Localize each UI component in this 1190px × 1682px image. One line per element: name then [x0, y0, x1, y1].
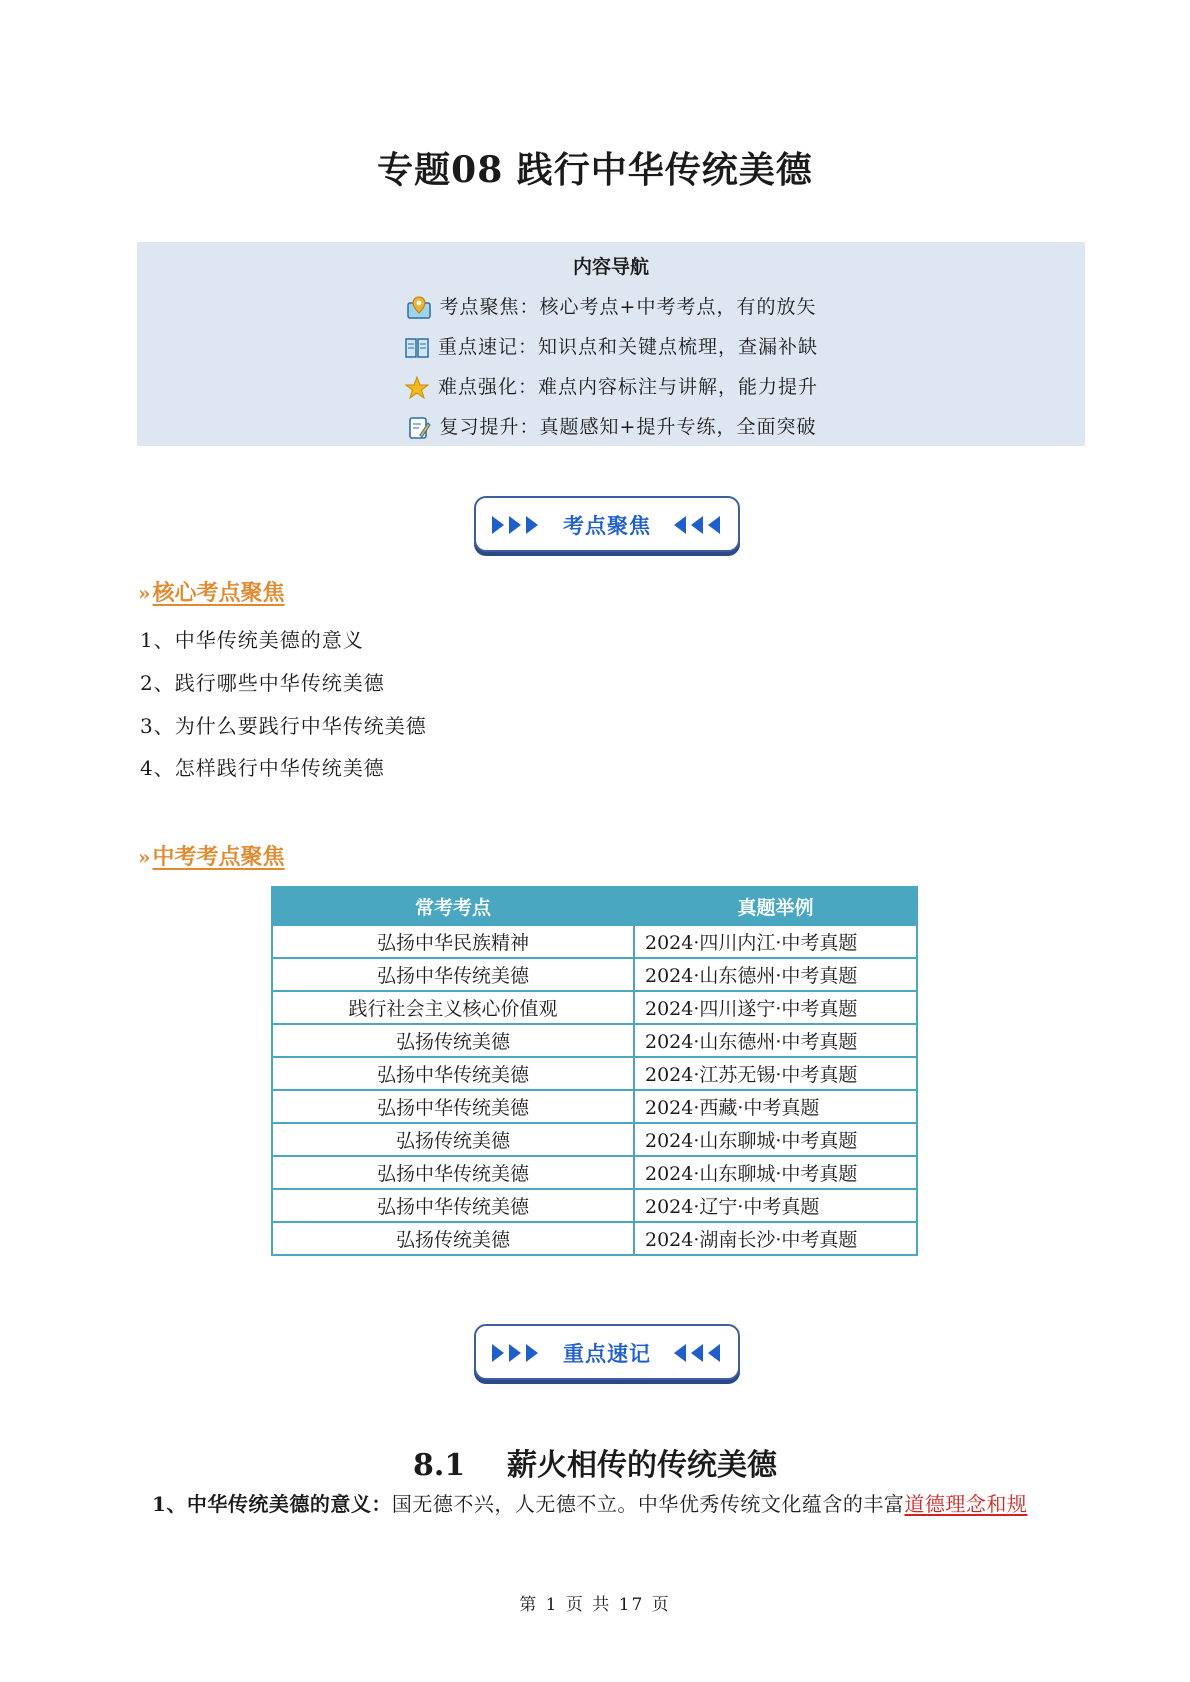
table-cell-example: 2024·山东聊城·中考真题 [634, 1156, 917, 1189]
banner-notes [474, 1324, 740, 1380]
table-cell-topic: 弘扬传统美德 [272, 1123, 634, 1156]
nav-row-focus-text: 考点聚焦：核心考点+中考考点，有的放矢 [439, 296, 817, 318]
star-icon [404, 375, 430, 401]
core-point-item: 4、怎样践行中华传统美德 [140, 756, 385, 780]
notepad-icon [406, 415, 432, 441]
table-cell-example: 2024·山东德州·中考真题 [634, 1024, 917, 1057]
content-navigation-box [137, 242, 1085, 446]
page-footer: 第 1 页 共 17 页 [519, 1595, 671, 1615]
triple-left-arrow-icon [672, 1341, 724, 1365]
nav-row-difficulty [137, 372, 1085, 401]
table-row [272, 991, 917, 1024]
core-point-item: 1、中华传统美德的意义 [140, 628, 364, 652]
triple-left-arrow-icon [672, 513, 724, 537]
section-title: 8.1 薪火相传的传统美德 [413, 1448, 777, 1483]
table-cell-topic: 弘扬传统美德 [272, 1024, 634, 1057]
table-cell-topic: 弘扬中华民族精神 [272, 925, 634, 958]
table-cell-example: 2024·山东聊城·中考真题 [634, 1123, 917, 1156]
nav-heading: 内容导航 [572, 256, 649, 278]
table-cell-topic: 弘扬中华传统美德 [272, 1156, 634, 1189]
table-cell-topic: 弘扬中华传统美德 [272, 1090, 634, 1123]
table-cell-example: 2024·西藏·中考真题 [634, 1090, 917, 1123]
exam-points-heading: »中考考点聚焦 [138, 844, 285, 870]
table-row [272, 958, 917, 991]
table-cell-topic: 弘扬中华传统美德 [272, 1057, 634, 1090]
table-row [272, 1156, 917, 1189]
table-cell-topic: 弘扬中华传统美德 [272, 958, 634, 991]
table-row [272, 1189, 917, 1222]
double-chevron-icon: » [138, 581, 151, 605]
table-row [272, 1057, 917, 1090]
nav-row-focus [137, 292, 1085, 321]
body-paragraph [152, 1488, 1027, 1517]
table-cell-example: 2024·江苏无锡·中考真题 [634, 1057, 917, 1090]
double-chevron-icon: » [138, 845, 151, 869]
exam-points-table [271, 886, 918, 1256]
nav-row-notes-text: 重点速记：知识点和关键点梳理，查漏补缺 [437, 336, 818, 358]
nav-row-review-text: 复习提升：真题感知+提升专练，全面突破 [439, 416, 817, 438]
map-pin-icon [406, 295, 432, 321]
book-icon [404, 335, 430, 361]
table-cell-example: 2024·四川内江·中考真题 [634, 925, 917, 958]
banner-focus [474, 496, 740, 552]
nav-row-review [137, 412, 1085, 441]
table-row [272, 1123, 917, 1156]
table-cell-example: 2024·山东德州·中考真题 [634, 958, 917, 991]
table-row [272, 925, 917, 958]
table-cell-example: 2024·四川遂宁·中考真题 [634, 991, 917, 1024]
table-cell-topic: 践行社会主义核心价值观 [272, 991, 634, 1024]
nav-row-notes [137, 332, 1085, 361]
highlighted-text: 道德理念和规 [904, 1492, 1028, 1516]
banner-focus-label: 考点聚焦 [563, 514, 651, 538]
banner-notes-label: 重点速记 [563, 1342, 651, 1366]
core-point-item: 2、践行哪些中华传统美德 [140, 671, 385, 695]
table-row [272, 1024, 917, 1057]
column-header: 常考考点 [272, 887, 634, 925]
nav-row-difficulty-text: 难点强化：难点内容标注与讲解，能力提升 [437, 376, 818, 398]
core-point-item: 3、为什么要践行中华传统美德 [140, 714, 427, 738]
table-cell-example: 2024·辽宁·中考真题 [634, 1189, 917, 1222]
table-cell-example: 2024·湖南长沙·中考真题 [634, 1222, 917, 1255]
table-row [272, 1090, 917, 1123]
paragraph-lead: 1、中华传统美德的意义： [152, 1492, 392, 1516]
column-header: 真题举例 [634, 887, 917, 925]
table-row [272, 1222, 917, 1255]
table-cell-topic: 弘扬中华传统美德 [272, 1189, 634, 1222]
table-header-row [272, 887, 917, 925]
core-points-heading: »核心考点聚焦 [138, 580, 285, 606]
table-cell-topic: 弘扬传统美德 [272, 1222, 634, 1255]
page-title: 专题08 践行中华传统美德 [377, 149, 813, 191]
paragraph-text: 国无德不兴，人无德不立。中华优秀传统文化蕴含的丰富 [391, 1492, 905, 1516]
